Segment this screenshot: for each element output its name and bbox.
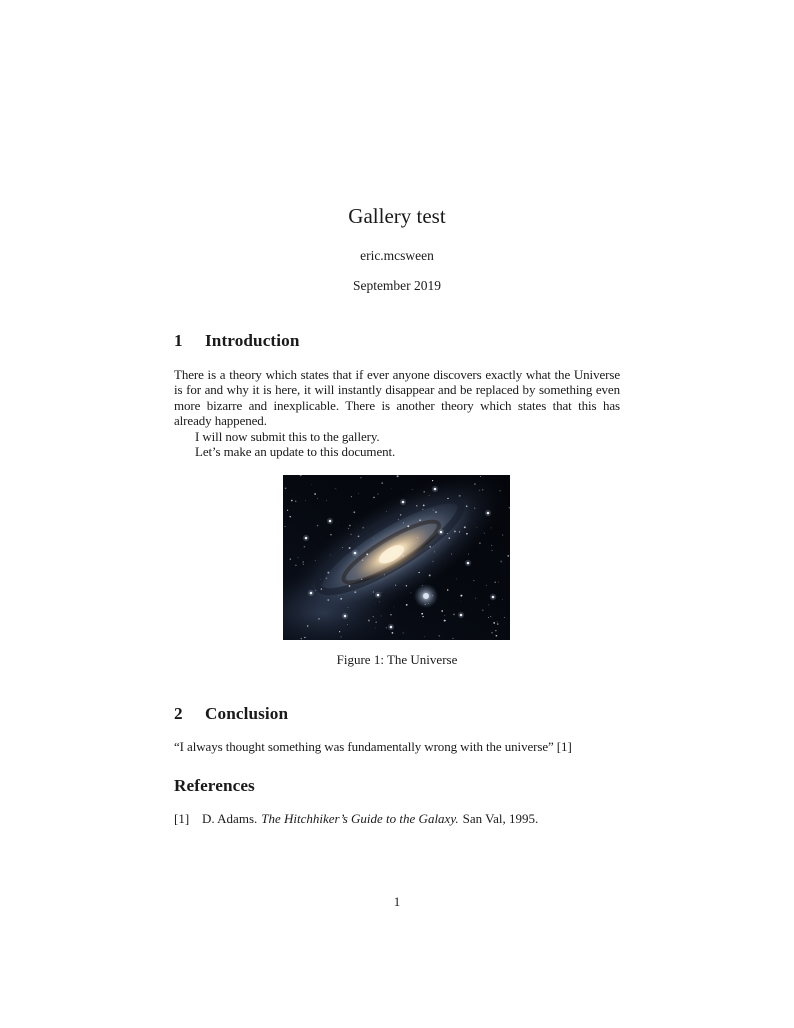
section-title: Conclusion <box>205 704 289 723</box>
conclusion-quote: “I always thought something was fundamentally wrong with the universe” [1] <box>174 739 572 754</box>
figure-1 <box>283 475 510 640</box>
intro-paragraph: There is a theory which states that if ever anyone discovers exactly what the Universe is for and why it is here, it will instantly disappear and be replaced by something even more bizarre and inexplicable. There is another theory which states that this has already happened. <box>174 367 620 428</box>
figure-caption: Figure 1: The Universe <box>336 652 458 667</box>
reference-title: The Hitchhiker’s Guide to the Galaxy. <box>261 811 459 826</box>
reference-text <box>202 811 538 826</box>
document-date: September 2019 <box>352 278 442 293</box>
document-author: eric.mcsween <box>360 248 434 263</box>
reference-label: [1] <box>174 811 190 826</box>
section-title: Introduction <box>205 331 300 350</box>
universe-figure-image <box>283 475 510 640</box>
section-heading-conclusion <box>174 704 620 724</box>
section-number: 1 <box>174 331 183 350</box>
reference-item <box>174 811 620 826</box>
reference-publisher: San Val, 1995. <box>462 811 539 826</box>
page-number: 1 <box>393 894 401 909</box>
section-heading-introduction <box>174 331 620 351</box>
intro-line-update: Let’s make an update to this document. <box>195 444 396 459</box>
reference-authors: D. Adams. <box>202 811 258 826</box>
intro-line-submit: I will now submit this to the gallery. <box>195 429 380 444</box>
section-heading-references: References <box>174 776 255 795</box>
document-title: Gallery test <box>348 204 446 228</box>
section-number: 2 <box>174 704 183 723</box>
